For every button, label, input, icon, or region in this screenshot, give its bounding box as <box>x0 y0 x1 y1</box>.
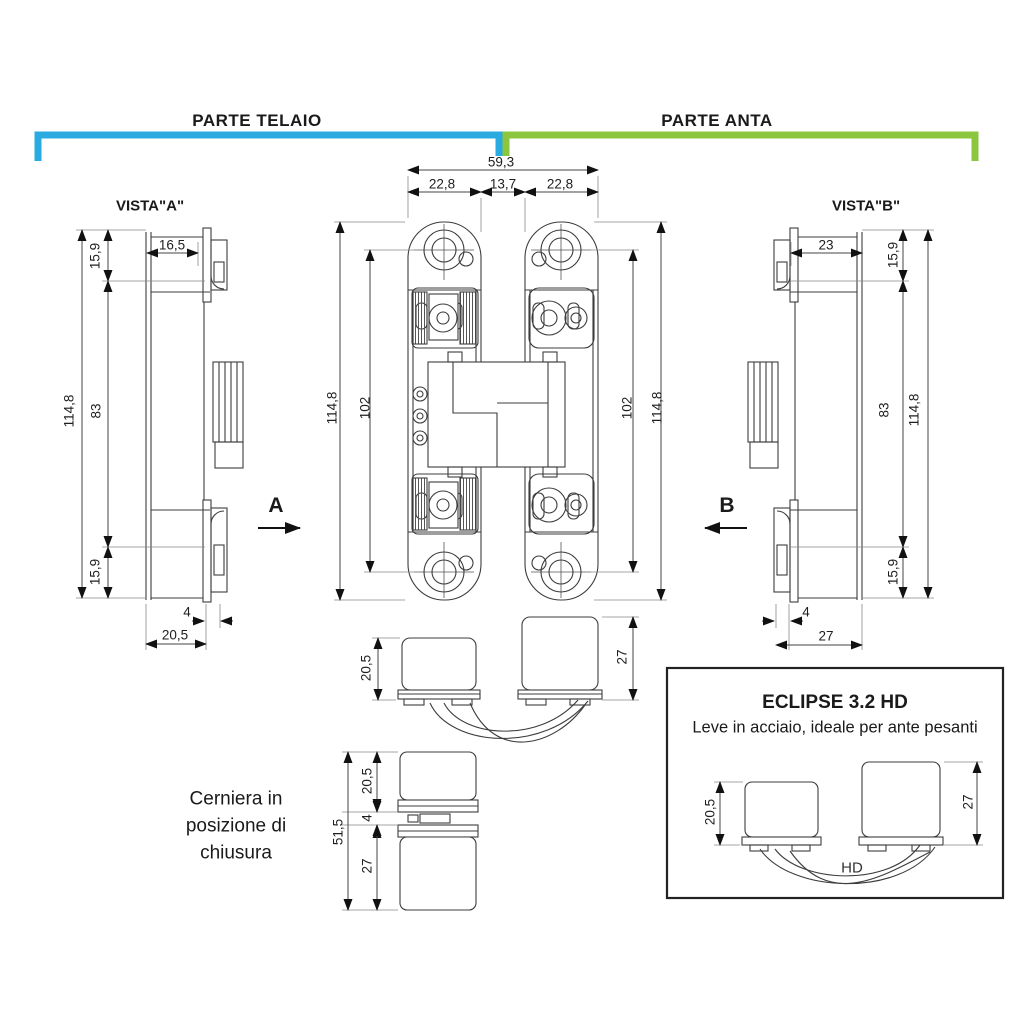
dim-label: 114,8 <box>61 394 77 428</box>
dim-label: 4 <box>802 604 810 620</box>
caption-line-2: posizione di <box>185 815 287 837</box>
dim-label: 15,9 <box>885 241 901 269</box>
parte-telaio-label: PARTE TELAIO <box>192 111 322 130</box>
dim-label: 27 <box>359 858 375 874</box>
vista-b-drawing <box>748 228 862 602</box>
caption-line-1: Cerniera in <box>189 788 283 810</box>
dim-label: 27 <box>614 649 630 665</box>
dim-label: 15,9 <box>87 558 103 586</box>
dim-label: 20,5 <box>161 627 189 643</box>
dim-label: 20,5 <box>359 767 375 795</box>
dim-label: 51,5 <box>330 818 346 846</box>
open-position-drawing <box>398 617 602 742</box>
closed-position-caption <box>186 786 286 867</box>
dim-label: 114,8 <box>324 391 340 425</box>
dim-label: 59,3 <box>487 154 515 170</box>
product-subtitle: Leve in acciaio, ideale per ante pesanti <box>692 718 978 737</box>
dim-label: 4 <box>183 604 191 620</box>
dim-label: 20,5 <box>358 654 374 682</box>
dim-label: 114,8 <box>649 391 665 425</box>
lever-hd-label: HD <box>841 859 863 877</box>
vista-a-label: VISTA"A" <box>115 197 185 215</box>
dim-label: 15,9 <box>87 242 103 270</box>
dim-label: 22,8 <box>428 176 456 192</box>
dim-label: 27 <box>818 628 834 644</box>
center-drawing <box>408 222 598 600</box>
parte-anta-label: PARTE ANTA <box>661 111 773 130</box>
vista-b-label: VISTA"B" <box>831 197 901 215</box>
arrow-a-letter: A <box>268 494 284 517</box>
dim-label: 114,8 <box>906 393 922 427</box>
dim-label: 15,9 <box>885 558 901 586</box>
dim-label: 23 <box>818 237 834 253</box>
arrow-b-letter: B <box>719 494 735 517</box>
product-title: ECLIPSE 3.2 HD <box>762 692 908 713</box>
dim-label: 22,8 <box>546 176 574 192</box>
closed-position-drawing <box>398 752 478 910</box>
dim-label: 102 <box>357 396 373 420</box>
dim-label: 13,7 <box>489 176 517 192</box>
dim-label: 83 <box>876 402 892 418</box>
dim-label: 102 <box>619 396 635 420</box>
bracket-left <box>38 135 499 161</box>
dim-label: 83 <box>88 403 104 419</box>
vista-a-drawing <box>146 228 243 602</box>
caption-line-3: chiusura <box>200 842 272 864</box>
bracket-right <box>506 135 975 161</box>
dim-label: 4 <box>359 814 375 822</box>
dim-label: 16,5 <box>158 237 186 253</box>
dim-label: 27 <box>960 794 976 810</box>
dim-label: 20,5 <box>702 798 718 826</box>
